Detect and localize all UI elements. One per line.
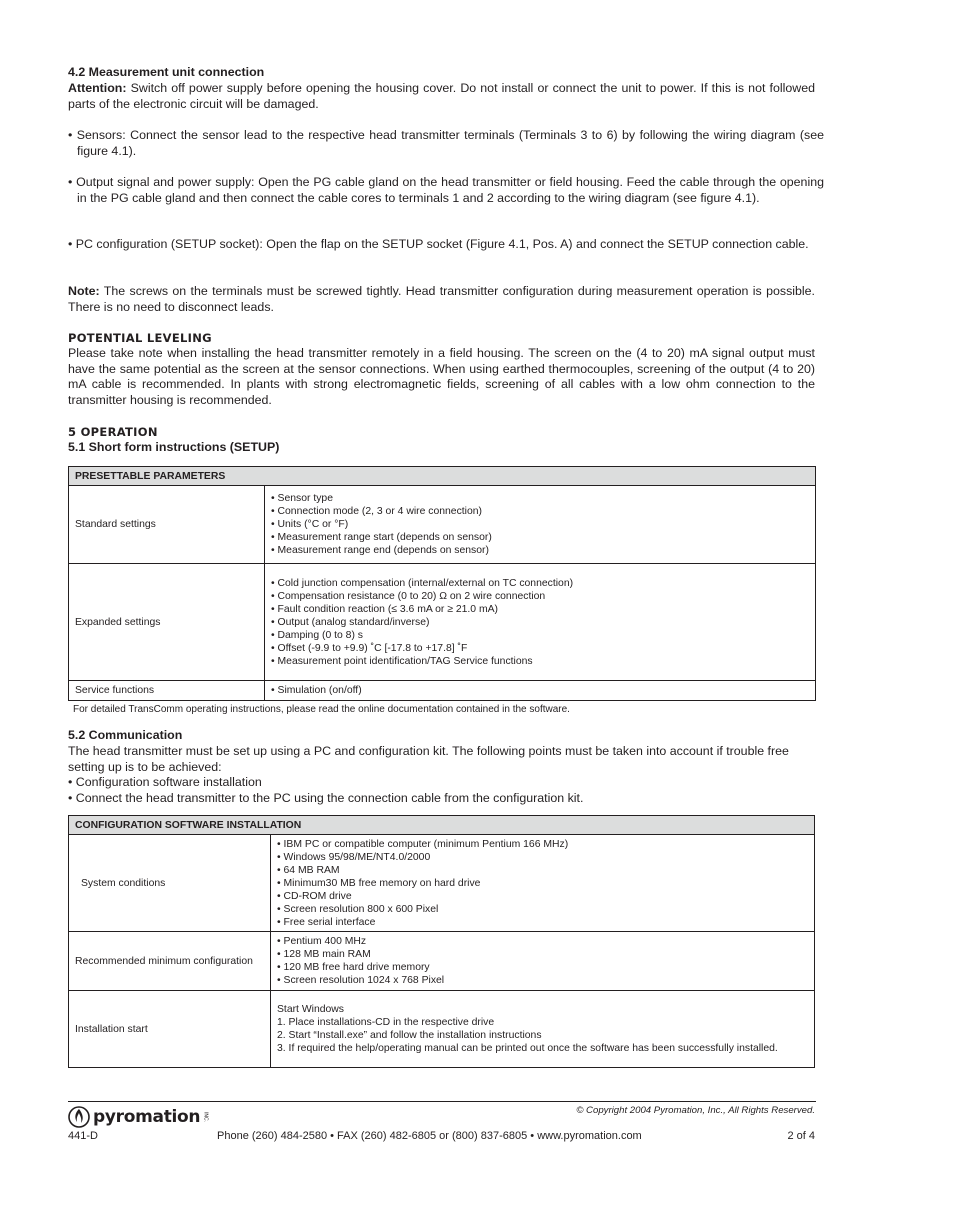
row-items <box>265 681 816 701</box>
list-item: 1. Place installations-CD in the respective drive <box>277 1017 495 1028</box>
pyromation-logo <box>68 1106 208 1128</box>
attention-paragraph <box>68 81 815 112</box>
list-item: • Pentium 400 MHz <box>277 936 367 947</box>
list-item: • 64 MB RAM <box>277 864 340 876</box>
list-item: • Simulation (on/off) <box>271 685 362 696</box>
logo-suffix: INC. <box>202 1112 209 1122</box>
communication-heading: 5.2 Communication <box>68 728 183 742</box>
communication-bullet: • Configuration software installation <box>68 775 262 789</box>
copyright: © Copyright 2004 Pyromation, Inc., All Rights Reserved. <box>576 1105 815 1116</box>
row-label: Expanded settings <box>69 564 265 681</box>
list-item: Start Windows <box>277 1004 344 1015</box>
table-row <box>69 835 815 932</box>
row-items <box>271 991 815 1068</box>
section-4-2-heading: 4.2 Measurement unit connection <box>68 65 265 79</box>
list-item: • Cold junction compensation (internal/external on TC connection) <box>271 577 574 589</box>
row-items <box>271 835 815 932</box>
list-item: • Measurement range start (depends on sensor) <box>271 532 492 543</box>
list-item: • Minimum30 MB free memory on hard drive <box>277 877 481 889</box>
row-label: Standard settings <box>69 486 265 564</box>
note-label: Note: <box>68 284 100 298</box>
communication-bullet: • Connect the head transmitter to the PC using the connection cable from the configuration kit. <box>68 791 584 805</box>
table-header: PRESETTABLE PARAMETERS <box>69 467 816 486</box>
flame-logo-icon <box>68 1106 90 1128</box>
list-item: 3. If required the help/operating manual can be printed out once the software has been successfully installed. <box>277 1043 778 1054</box>
bullet-sensors: • Sensors: Connect the sensor lead to the respective head transmitter terminals (Terminals 3 to 6) by following the wiring diagram (see figure 4.1). <box>68 128 824 158</box>
row-label: Installation start <box>69 991 271 1068</box>
row-items <box>271 932 815 991</box>
list-item: • 120 MB free hard drive memory <box>277 962 430 973</box>
table-row <box>69 991 815 1068</box>
list-item: • Units (°C or °F) <box>271 519 349 530</box>
contact-info: Phone (260) 484-2580 • FAX (260) 482-6805 or (800) 837-6805 • www.pyromation.com <box>217 1130 642 1142</box>
list-item: • Measurement range end (depends on sensor) <box>271 545 489 556</box>
table-footnote: For detailed TransComm operating instructions, please read the online documentation contained in the software. <box>73 704 570 715</box>
presettable-parameters-table <box>68 466 816 701</box>
list-item: • Damping (0 to 8) s <box>271 629 363 641</box>
potential-leveling-heading: POTENTIAL LEVELING <box>68 331 212 345</box>
communication-text: The head transmitter must be set up using a PC and configuration kit. The following points must be taken into account if trouble free setting up is to be achieved: <box>68 744 789 774</box>
list-item: • IBM PC or compatible computer (minimum Pentium 166 MHz) <box>277 838 569 850</box>
table-header: CONFIGURATION SOFTWARE INSTALLATION <box>69 816 815 835</box>
row-label: Recommended minimum configuration <box>69 932 271 991</box>
list-item: • Sensor type <box>271 493 333 504</box>
row-items <box>265 564 816 681</box>
list-item: • Output (analog standard/inverse) <box>271 616 430 628</box>
list-item: 2. Start “Install.exe” and follow the installation instructions <box>277 1030 542 1041</box>
list-item: • Measurement point identification/TAG Service functions <box>271 655 533 667</box>
bullet-pc-configuration: • PC configuration (SETUP socket): Open the flap on the SETUP socket (Figure 4.1, Pos. A) and connect the SETUP connection cable. <box>68 237 809 251</box>
row-label: System conditions <box>69 835 271 932</box>
note-text: The screws on the terminals must be screwed tightly. Head transmitter configuration during measurement operation is possible. There is no need to disconnect leads. <box>68 284 815 314</box>
list-item: • Windows 95/98/ME/NT4.0/2000 <box>277 851 431 863</box>
attention-label: Attention: <box>68 81 127 95</box>
list-item: • Fault condition reaction (≤ 3.6 mA or ≥ 21.0 mA) <box>271 603 498 615</box>
table-row <box>69 932 815 991</box>
table-row <box>69 564 816 681</box>
list-item: • Free serial interface <box>277 916 376 928</box>
list-item: • Compensation resistance (0 to 20) Ω on 2 wire connection <box>271 590 546 602</box>
footer-divider <box>68 1101 816 1102</box>
note-paragraph <box>68 284 815 315</box>
list-item: • Offset (-9.9 to +9.9) ˚C [-17.8 to +17.8] ˚F <box>271 642 468 654</box>
table-row <box>69 486 816 564</box>
page-number: 2 of 4 <box>787 1130 815 1142</box>
list-item: • Screen resolution 800 x 600 Pixel <box>277 903 439 915</box>
table-row <box>69 681 816 701</box>
list-item: • 128 MB main RAM <box>277 949 371 960</box>
configuration-software-table <box>68 815 815 1068</box>
potential-leveling-text: Please take note when installing the head transmitter remotely in a field housing. The screen on the (4 to 20) mA signal output must have the same potential as the screen at the sensor connections. When using earthed thermocouples, screening of the output (4 to 20) mA cable is recommended. In plants with strong electromagnetic fields, screening of all cables with a low ohm connection to the transmitter housing is recommended. <box>68 346 815 407</box>
logo-wordmark: pyromation <box>93 1107 201 1127</box>
row-label: Service functions <box>69 681 265 701</box>
operation-heading: 5 OPERATION <box>68 425 158 439</box>
attention-text: Switch off power supply before opening the housing cover. Do not install or connect the unit to power. If this is not followed parts of the electronic circuit will be damaged. <box>68 81 815 111</box>
list-item: • Connection mode (2, 3 or 4 wire connection) <box>271 506 482 517</box>
setup-subheading: 5.1 Short form instructions (SETUP) <box>68 440 280 454</box>
bullet-output-signal: • Output signal and power supply: Open the PG cable gland on the head transmitter or field housing. Feed the cable through the opening in the PG cable gland and then connect the cable cores to terminals 1 and 2 according to the wiring diagram (see figure 4.1). <box>68 175 824 205</box>
list-item: • CD-ROM drive <box>277 890 352 902</box>
document-id: 441-D <box>68 1130 98 1142</box>
row-items <box>265 486 816 564</box>
list-item: • Screen resolution 1024 x 768 Pixel <box>277 975 445 986</box>
